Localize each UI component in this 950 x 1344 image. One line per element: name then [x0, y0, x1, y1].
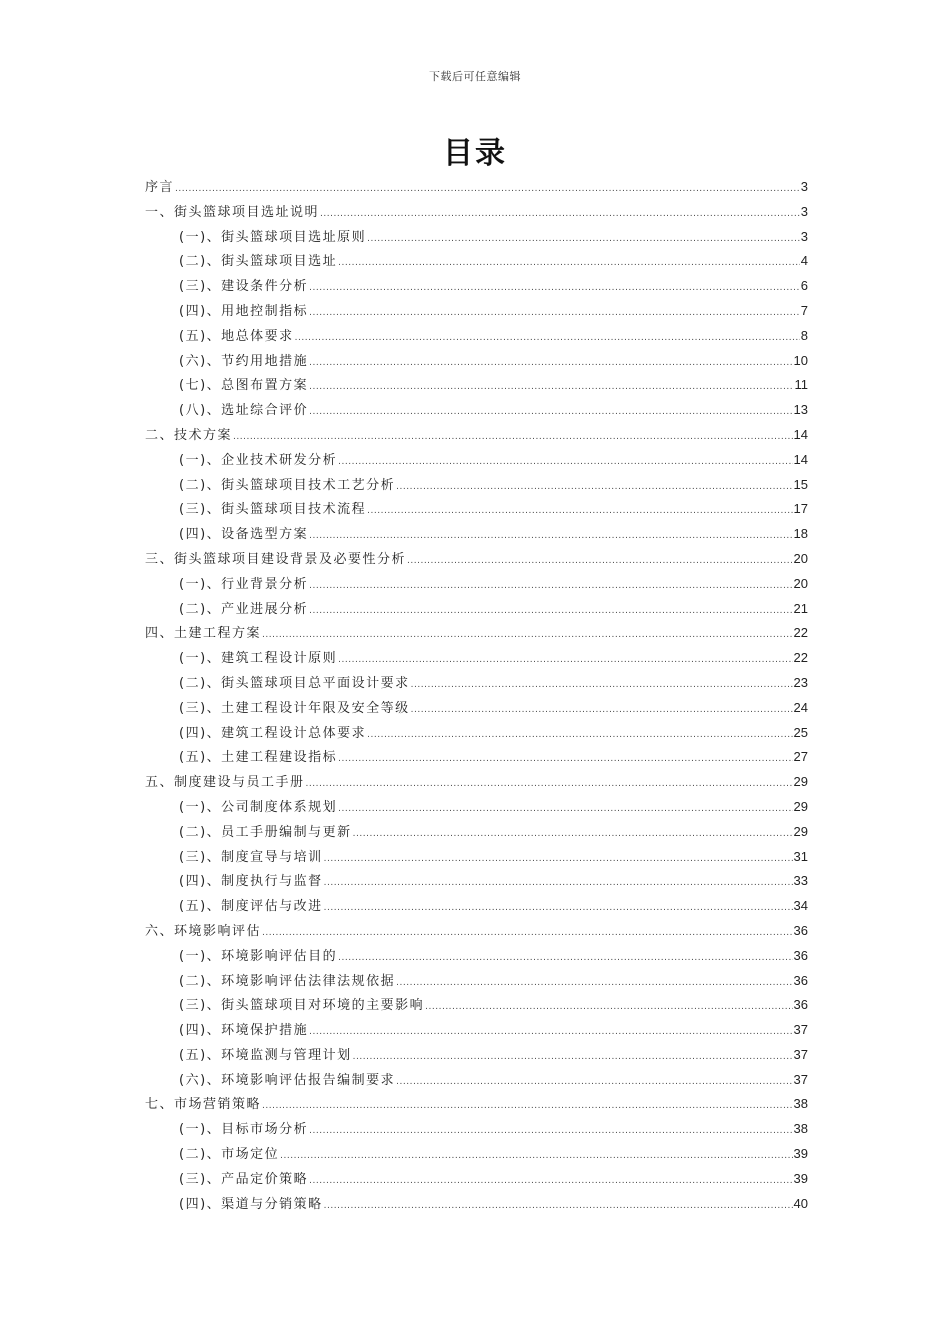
- toc-dot-leader: [338, 797, 792, 822]
- toc-entry[interactable]: [145, 398, 808, 423]
- toc-entry-label: 三、街头篮球项目建设背景及必要性分析: [145, 551, 407, 567]
- toc-entry[interactable]: [145, 349, 808, 374]
- toc-dot-leader: [309, 524, 792, 549]
- toc-entry[interactable]: [145, 919, 808, 944]
- toc-dot-leader: [309, 301, 800, 326]
- toc-dot-leader: [353, 822, 793, 847]
- toc-entry[interactable]: [145, 894, 808, 919]
- toc-entry-label: (四)、环境保护措施: [179, 1023, 309, 1039]
- toc-entry[interactable]: [145, 225, 808, 250]
- toc-entry-label: (一)、街头篮球项目选址原则: [179, 229, 367, 245]
- toc-dot-leader: [324, 871, 793, 896]
- toc-dot-leader: [396, 971, 792, 996]
- toc-entry[interactable]: [145, 993, 808, 1018]
- toc-entry-page-number: 3: [800, 228, 808, 244]
- toc-entry[interactable]: [145, 721, 808, 746]
- toc-entry-page-number: 29: [793, 823, 808, 839]
- toc-dot-leader: [411, 698, 793, 723]
- toc-dot-leader: [309, 276, 800, 301]
- toc-entry[interactable]: [145, 1018, 808, 1043]
- toc-entry-label: (二)、产业进展分析: [179, 601, 309, 617]
- toc-entry-page-number: 24: [793, 699, 808, 715]
- toc-dot-leader: [338, 648, 792, 673]
- toc-dot-leader: [407, 549, 793, 574]
- toc-entry-page-number: 15: [793, 476, 808, 492]
- toc-entry-page-number: 22: [793, 625, 808, 641]
- toc-entry-page-number: 34: [793, 898, 808, 914]
- toc-entry[interactable]: [145, 522, 808, 547]
- toc-entry-label: (一)、公司制度体系规划: [179, 799, 338, 815]
- toc-dot-leader: [309, 1169, 792, 1194]
- toc-entry-label: (五)、制度评估与改进: [179, 899, 323, 915]
- toc-entry-page-number: 37: [793, 1071, 808, 1087]
- toc-entry-label: (三)、产品定价策略: [179, 1171, 309, 1187]
- toc-entry[interactable]: [145, 473, 808, 498]
- header-note: 下载后可任意编辑: [429, 70, 521, 83]
- toc-entry-page-number: 13: [793, 402, 808, 418]
- toc-entry-label: (四)、渠道与分销策略: [179, 1196, 323, 1212]
- toc-dot-leader: [367, 227, 800, 252]
- toc-entry[interactable]: [145, 448, 808, 473]
- toc-entry[interactable]: [145, 795, 808, 820]
- toc-entry-label: (二)、员工手册编制与更新: [179, 824, 352, 840]
- toc-entry-label: (四)、制度执行与监督: [179, 874, 323, 890]
- toc-entry-label: (六)、环境影响评估报告编制要求: [179, 1072, 396, 1088]
- toc-dot-leader: [396, 1070, 792, 1095]
- toc-dot-leader: [233, 425, 793, 450]
- toc-entry-label: (四)、建筑工程设计总体要求: [179, 725, 367, 741]
- toc-entry-page-number: 4: [800, 253, 808, 269]
- toc-entry-page-number: 7: [800, 302, 808, 318]
- toc-entry-label: (五)、地总体要求: [179, 328, 294, 344]
- toc-dot-leader: [411, 673, 793, 698]
- toc-dot-leader: [309, 351, 792, 376]
- toc-entry-label: (五)、土建工程建设指标: [179, 750, 338, 766]
- toc-entry-label: (二)、环境影响评估法律法规依据: [179, 973, 396, 989]
- toc-entry[interactable]: [145, 969, 808, 994]
- toc-entry-page-number: 25: [793, 724, 808, 740]
- toc-entry-page-number: 8: [800, 327, 808, 343]
- toc-entry-label: (三)、街头篮球项目技术流程: [179, 502, 367, 518]
- toc-entry[interactable]: [145, 200, 808, 225]
- toc-dot-leader: [338, 946, 792, 971]
- toc-dot-leader: [425, 995, 792, 1020]
- toc-entry[interactable]: [145, 770, 808, 795]
- toc-dot-leader: [353, 1045, 793, 1070]
- toc-entry-page-number: 22: [793, 650, 808, 666]
- toc-entry[interactable]: [145, 175, 808, 200]
- toc-entry[interactable]: [145, 646, 808, 671]
- toc-entry[interactable]: [145, 1167, 808, 1192]
- toc-dot-leader: [367, 499, 792, 524]
- toc-entry-page-number: 31: [793, 848, 808, 864]
- toc-dot-leader: [338, 251, 800, 276]
- toc-entry[interactable]: [145, 497, 808, 522]
- toc-entry-page-number: 3: [800, 179, 808, 194]
- toc-entry-label: (二)、街头篮球项目选址: [179, 254, 338, 270]
- toc-entry-page-number: 36: [793, 947, 808, 963]
- toc-dot-leader: [338, 450, 792, 475]
- toc-dot-leader: [309, 574, 792, 599]
- toc-entry-page-number: 14: [793, 451, 808, 467]
- toc-entry-page-number: 36: [793, 972, 808, 988]
- toc-entry-page-number: 17: [793, 501, 808, 517]
- toc-dot-leader: [324, 847, 793, 872]
- toc-entry[interactable]: [145, 249, 808, 274]
- toc-dot-leader: [262, 1094, 793, 1119]
- toc-entry[interactable]: [145, 1142, 808, 1167]
- toc-entry[interactable]: [145, 671, 808, 696]
- toc-dot-leader: [320, 202, 800, 227]
- toc-entry[interactable]: [145, 1068, 808, 1093]
- toc-entry-label: (一)、目标市场分析: [179, 1122, 309, 1138]
- toc-entry-page-number: 6: [800, 278, 808, 294]
- toc-entry[interactable]: [145, 274, 808, 299]
- toc-entry-label: (三)、建设条件分析: [179, 279, 309, 295]
- toc-entry[interactable]: [145, 299, 808, 324]
- toc-entry-label: (一)、行业背景分析: [179, 576, 309, 592]
- toc-dot-leader: [295, 326, 800, 351]
- toc-dot-leader: [324, 896, 793, 921]
- toc-entry[interactable]: [145, 547, 808, 572]
- toc-entry-page-number: 36: [793, 997, 808, 1013]
- toc-entry[interactable]: [145, 1117, 808, 1142]
- toc-entry-label: (一)、环境影响评估目的: [179, 948, 338, 964]
- toc-entry-page-number: 39: [793, 1146, 808, 1162]
- toc-entry-page-number: 38: [793, 1096, 808, 1112]
- toc-entry[interactable]: [145, 597, 808, 622]
- toc-entry-page-number: 3: [800, 203, 808, 219]
- toc-entry-label: (六)、节约用地措施: [179, 353, 309, 369]
- toc-entry-label: 四、土建工程方案: [145, 626, 262, 642]
- toc-dot-leader: [309, 599, 792, 624]
- toc-entry-label: (三)、街头篮球项目对环境的主要影响: [179, 998, 425, 1014]
- toc-entry-label: (一)、建筑工程设计原则: [179, 651, 338, 667]
- toc-dot-leader: [338, 747, 792, 772]
- toc-entry[interactable]: [145, 820, 808, 845]
- toc-dot-leader: [396, 475, 792, 500]
- toc-entry-page-number: 37: [793, 1046, 808, 1062]
- toc-entry-label: 一、街头篮球项目选址说明: [145, 204, 320, 220]
- toc-entry-label: (五)、环境监测与管理计划: [179, 1047, 352, 1063]
- toc-dot-leader: [262, 921, 793, 946]
- toc-dot-leader: [306, 772, 793, 797]
- toc-entry-page-number: 36: [793, 922, 808, 938]
- toc-entry-label: (二)、市场定位: [179, 1147, 280, 1163]
- toc-entry-page-number: 21: [793, 600, 808, 616]
- toc-dot-leader: [309, 375, 793, 400]
- toc-entry[interactable]: [145, 1092, 808, 1117]
- toc-entry-label: 五、制度建设与员工手册: [145, 775, 305, 791]
- toc-entry[interactable]: [145, 1192, 808, 1217]
- toc-entry[interactable]: [145, 572, 808, 597]
- toc-dot-leader: [309, 1020, 792, 1045]
- toc-entry-page-number: 40: [793, 1195, 808, 1211]
- toc-title: 目录: [443, 136, 507, 171]
- toc-entry-page-number: 20: [793, 550, 808, 566]
- toc-entry-label: (三)、制度宣导与培训: [179, 849, 323, 865]
- toc-entry-page-number: 11: [794, 377, 808, 393]
- toc-entry[interactable]: [145, 845, 808, 870]
- toc-entry-label: (一)、企业技术研发分析: [179, 452, 338, 468]
- toc-entry-page-number: 29: [793, 774, 808, 790]
- toc-entry[interactable]: [145, 944, 808, 969]
- toc-entry-label: (四)、设备选型方案: [179, 527, 309, 543]
- toc-dot-leader: [262, 623, 793, 648]
- toc-entry[interactable]: [145, 324, 808, 349]
- toc-dot-leader: [309, 1119, 792, 1144]
- toc-entry-page-number: 23: [793, 674, 808, 690]
- toc-entry[interactable]: [145, 423, 808, 448]
- toc-entry-label: 六、环境影响评估: [145, 923, 262, 939]
- toc-dot-leader: [324, 1194, 793, 1219]
- toc-entry-page-number: 18: [793, 526, 808, 542]
- toc-entry[interactable]: [145, 745, 808, 770]
- toc-entry-page-number: 10: [793, 352, 808, 368]
- toc-entry[interactable]: [145, 1043, 808, 1068]
- toc-entry[interactable]: [145, 696, 808, 721]
- toc-dot-leader: [280, 1144, 792, 1169]
- toc-entry-label: (三)、土建工程设计年限及安全等级: [179, 700, 410, 716]
- table-of-contents: [145, 175, 808, 1216]
- toc-entry-page-number: 20: [793, 575, 808, 591]
- toc-entry-label: 序言: [145, 180, 175, 195]
- toc-entry[interactable]: [145, 621, 808, 646]
- toc-dot-leader: [309, 400, 792, 425]
- toc-entry-label: (四)、用地控制指标: [179, 303, 309, 319]
- toc-entry-page-number: 38: [793, 1121, 808, 1137]
- toc-entry-page-number: 33: [793, 873, 808, 889]
- toc-entry-label: 七、市场营销策略: [145, 1097, 262, 1113]
- toc-entry-page-number: 39: [793, 1170, 808, 1186]
- toc-entry[interactable]: [145, 373, 808, 398]
- toc-entry-page-number: 14: [793, 426, 808, 442]
- toc-dot-leader: [367, 723, 792, 748]
- toc-entry-page-number: 37: [793, 1022, 808, 1038]
- toc-entry-label: (八)、选址综合评价: [179, 403, 309, 419]
- toc-entry-label: (二)、街头篮球项目技术工艺分析: [179, 477, 396, 493]
- toc-entry[interactable]: [145, 869, 808, 894]
- toc-entry-page-number: 29: [793, 798, 808, 814]
- toc-entry-label: 二、技术方案: [145, 427, 233, 443]
- toc-entry-page-number: 27: [793, 749, 808, 765]
- toc-entry-label: (二)、街头篮球项目总平面设计要求: [179, 675, 410, 691]
- toc-entry-label: (七)、总图布置方案: [179, 378, 309, 394]
- toc-dot-leader: [175, 177, 800, 202]
